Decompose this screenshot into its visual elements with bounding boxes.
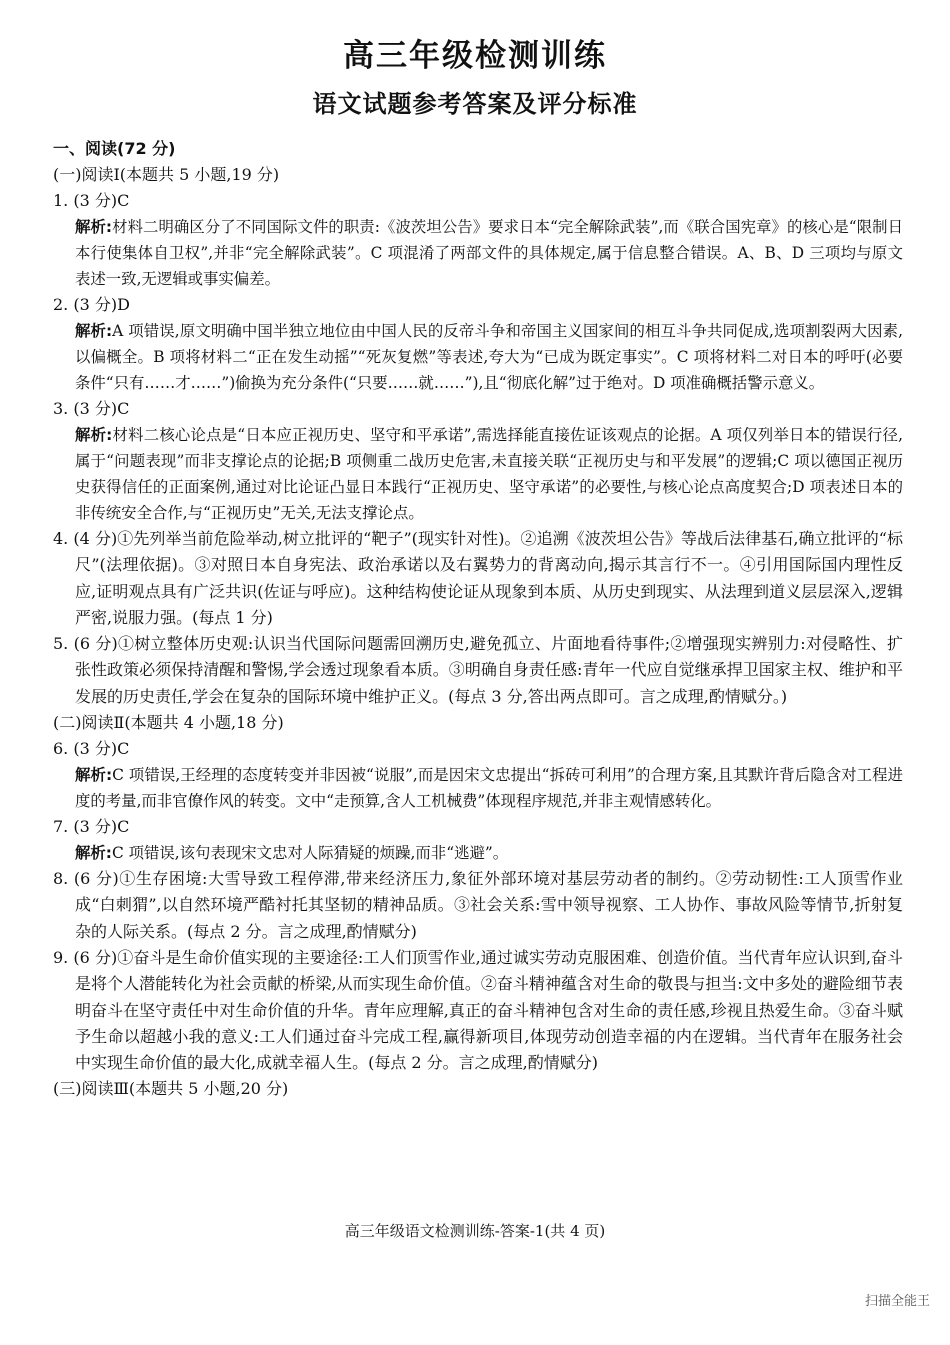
question-3-explanation-text: 材料二核心论点是“日本应正视历史、坚守和平承诺”,需选择能直接佐证该观点的论据。A 项仅列举日本的错误行径,属于“问题表现”而非支撑论点的论据;B 项侧重二战历史危害,未直接关联“正视历史与和平发展”的逻辑;C 项以德国正视历史获得信任的正面案例,通过对比论证凸显日本践行“正视历史、坚守承诺”的必要性,与核心论点高度契合;D 项表述日本的非传统安全合作,与“正视历史”无关,无法支撑论点。 — [75, 426, 904, 522]
section-heading: 一、阅读(72 分) — [53, 139, 176, 158]
question-3-explanation — [53, 422, 903, 526]
question-1-header: 1. (3 分)C — [53, 191, 130, 210]
part-heading-reading-1: (一)阅读Ⅰ(本题共 5 小题,19 分) — [53, 165, 280, 184]
explanation-label: 解析: — [75, 844, 112, 863]
question-7-explanation — [53, 840, 903, 866]
page-footer: 高三年级语文检测训练-答案-1(共 4 页) — [344, 1222, 606, 1240]
answer-content — [53, 136, 903, 1102]
explanation-label: 解析: — [75, 218, 113, 236]
question-3-header: 3. (3 分)C — [53, 399, 130, 418]
page-title: 高三年级检测训练 — [343, 38, 607, 74]
part-heading-reading-3: (三)阅读Ⅲ(本题共 5 小题,20 分) — [53, 1079, 289, 1099]
part-heading-reading-2: (二)阅读Ⅱ(本题共 4 小题,18 分) — [53, 713, 284, 733]
question-8-answer: 8. (6 分)①生存困境:大雪导致工程停滞,带来经济压力,象征外部环境对基层劳动者的制约。②劳动韧性:工人顶雪作业成“白刺猬”,以自然环境严酷衬托其坚韧的精神品质。③社会关系:雪中领导视察、工人协作、事故风险等情节,折射复杂的人际关系。(每点 2 分。言之成理,酌情赋分) — [53, 869, 903, 941]
question-9-answer: 9. (6 分)①奋斗是生命价值实现的主要途径:工人们顶雪作业,通过诚实劳动克服困难、创造价值。当代青年应认识到,奋斗是将个人潜能转化为社会贡献的桥梁,从而实现生命价值。②奋斗精神蕴含对生命的敬畏与担当:文中多处的避险细节表明奋斗在坚守责任中对生命价值的升华。青年应理解,真正的奋斗精神包含对生命的责任感,珍视且热爱生命。③奋斗赋予生命以超越小我的意义:工人们通过奋斗完成工程,赢得新项目,体现劳动创造幸福的内在逻辑。当代青年在服务社会中实现生命价值的最大化,成就幸福人生。(每点 2 分。言之成理,酌情赋分) — [53, 947, 903, 1073]
explanation-label: 解析: — [75, 322, 113, 340]
question-7-header: 7. (3 分)C — [53, 817, 130, 837]
question-2-explanation — [53, 318, 903, 396]
explanation-label: 解析: — [75, 766, 113, 785]
question-2-explanation-text: A 项错误,原文明确中国半独立地位由中国人民的反帝斗争和帝国主义国家间的相互斗争共同促成,选项割裂两大因素,以偏概全。B 项将材料二“正在发生动摇”“死灰复燃”等表述,夸大为“已成为既定事实”。C 项将材料二对日本的呼吁(必要条件“只有……才……”)偷换为充分条件(“只要……就……”),且“彻底化解”过于绝对。D 项准确概括警示意义。 — [75, 322, 904, 392]
question-6-explanation — [53, 762, 903, 814]
question-2-header: 2. (3 分)D — [53, 295, 130, 314]
scanner-watermark: 扫描全能王 — [864, 1294, 930, 1309]
page-subtitle: 语文试题参考答案及评分标准 — [312, 90, 638, 118]
question-5-answer: 5. (6 分)①树立整体历史观:认识当代国际问题需回溯历史,避免孤立、片面地看待事件;②增强现实辨别力:对侵略性、扩张性政策必须保持清醒和警惕,学会透过现象看本质。③明确自身责任感:青年一代应自觉继承捍卫国家主权、维护和平发展的历史责任,学会在复杂的国际环境中维护正义。(每点 3 分,答出两点即可。言之成理,酌情赋分。) — [53, 634, 903, 706]
question-6-header: 6. (3 分)C — [53, 739, 130, 759]
question-7-explanation-text: C 项错误,该句表现宋文忠对人际猜疑的烦躁,而非“逃避”。 — [111, 844, 509, 863]
explanation-label: 解析: — [75, 426, 113, 444]
question-1-explanation-text: 材料二明确区分了不同国际文件的职责:《波茨坦公告》要求日本“完全解除武装”,而《联合国宪章》的核心是“限制日本行使集体自卫权”,并非“完全解除武装”。C 项混淆了两部文件的具体规定,属于信息整合错误。A、B、D 三项均与原文表述一致,无逻辑或事实偏差。 — [75, 218, 904, 288]
question-4-answer: 4. (4 分)①先列举当前危险举动,树立批评的“靶子”(现实针对性)。②追溯《波茨坦公告》等战后法律基石,确立批评的“标尺”(法理依据)。③对照日本自身宪法、政治承诺以及右翼势力的背离动向,揭示其言行不一。④引用国际国内理性反应,证明观点具有广泛共识(佐证与呼应)。这种结构使论证从现象到本质、从历史到现实、从法理到道义层层深入,逻辑严密,说服力强。(每点 1 分) — [53, 529, 903, 627]
question-1-explanation — [53, 214, 903, 292]
question-6-explanation-text: C 项错误,王经理的态度转变并非因被“说服”,而是因宋文忠提出“拆砖可利用”的合理方案,且其默许背后隐含对工程进度的考量,而非官僚作风的转变。文中“走预算,含人工机械费”体现程序规范,并非主观情感转化。 — [75, 766, 904, 811]
